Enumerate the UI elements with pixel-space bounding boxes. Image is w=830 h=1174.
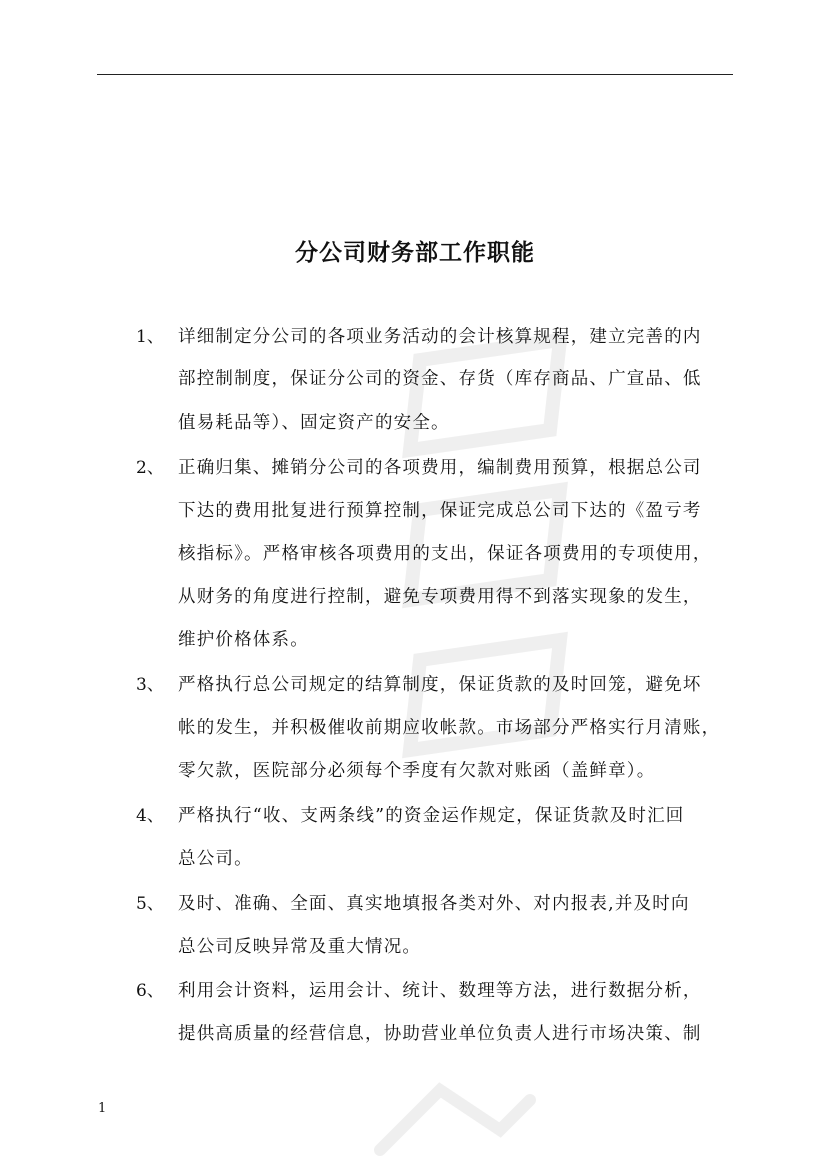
page-title: 分公司财务部工作职能 [295,240,535,266]
item-line: 严格执行总公司规定的结算制度，保证货款的及时回笼，避免坏 [178,675,702,695]
item-line: 总公司。 [178,849,253,869]
item-line: 部控制制度，保证分公司的资金、存货（库存商品、广宣品、低 [178,369,702,389]
item-number: 3、 [136,675,164,695]
item-number: 2、 [136,458,164,478]
item-line: 提供高质量的经营信息，协助营业单位负责人进行市场决策、制 [178,1024,702,1044]
item-line: 从财务的角度进行控制，避免专项费用得不到落实现象的发生， [178,587,702,607]
item-line: 及时、准确、全面、真实地填报各类对外、对内报表,并及时向 [178,894,690,914]
header-rule [97,74,733,75]
item-number: 1、 [136,327,164,347]
item-line: 维护价格体系。 [178,630,309,650]
item-line: 零欠款，医院部分必须每个季度有欠款对账函（盖鲜章）。 [178,761,656,781]
item-line: 下达的费用批复进行预算控制，保证完成总公司下达的《盈亏考 [178,501,702,521]
item-line: 总公司反映异常及重大情况。 [178,937,422,957]
item-line: 利用会计资料，运用会计、统计、数理等方法，进行数据分析， [178,981,702,1001]
item-line: 值易耗品等）、固定资产的安全。 [178,413,450,433]
item-line: 正确归集、摊销分公司的各项费用，编制费用预算，根据总公司 [178,458,702,478]
item-number: 6、 [136,981,164,1001]
item-line: 核指标》。严格审核各项费用的支出，保证各项费用的专项使用， [178,544,712,564]
item-line: 详细制定分公司的各项业务活动的会计核算规程，建立完善的内 [178,327,702,347]
item-number: 4、 [136,806,164,826]
item-number: 5、 [136,894,164,914]
watermark-graphic [360,1070,550,1170]
item-line: 严格执行“收、支两条线”的资金运作规定，保证货款及时汇回 [178,806,685,826]
page-number: 1 [98,1101,107,1116]
item-line: 帐的发生，并积极催收前期应收帐款。市场部分严格实行月清账， [178,718,721,738]
